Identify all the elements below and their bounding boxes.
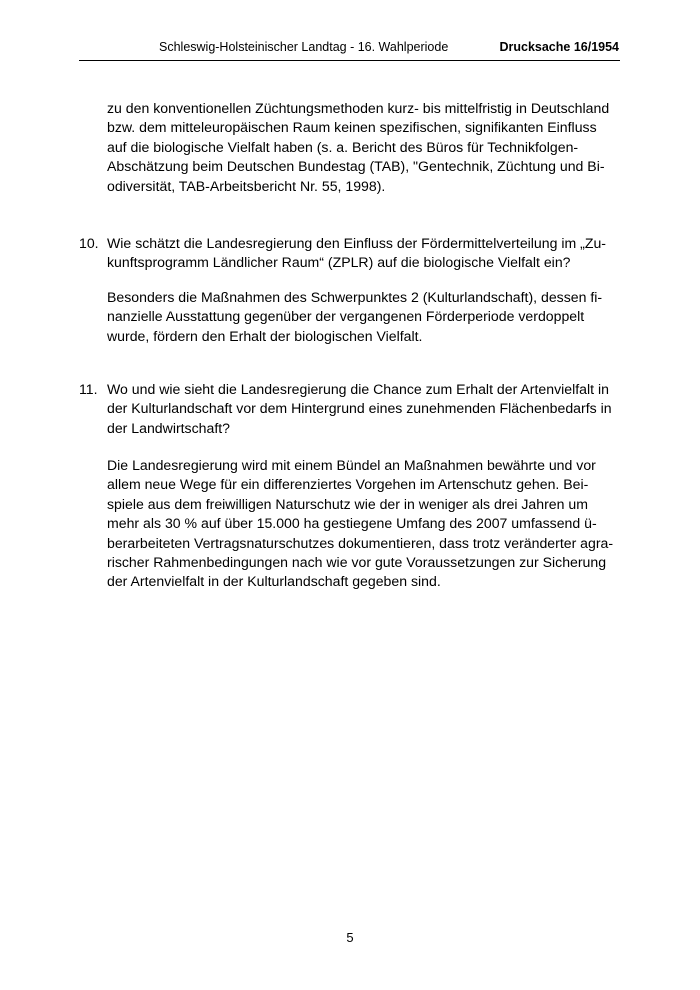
text-line: odiversität, TAB-Arbeitsbericht Nr. 55, 1998). <box>107 177 386 194</box>
text-line: mehr als 30 % auf über 15.000 ha gestiegene Umfang des 2007 umfassend ü- <box>107 515 597 532</box>
page-number: 5 <box>346 930 354 945</box>
text-line: nanzielle Ausstattung gegenüber der vergangenen Förderperiode verdoppelt <box>107 308 585 325</box>
text-line: wurde, fördern den Erhalt der biologischen Vielfalt. <box>107 327 423 344</box>
question-11-number: 11. <box>79 381 98 397</box>
text-line: Die Landesregierung wird mit einem Bündel an Maßnahmen bewährte und vor <box>107 457 596 473</box>
text-line: Besonders die Maßnahmen des Schwerpunktes 2 (Kulturlandschaft), dessen fi- <box>107 289 603 305</box>
text-line: der Landwirtschaft? <box>107 419 230 436</box>
header-rule <box>79 60 620 61</box>
page-header <box>79 40 620 60</box>
question-10-number: 10. <box>79 235 99 251</box>
text-line: Abschätzung beim Deutschen Bundestag (TAB), "Gentechnik, Züchtung und Bi- <box>107 158 605 175</box>
text-line: berarbeiteten Vertragsnaturschutzes dokumentieren, dass trotz veränderter agra- <box>107 534 614 551</box>
question-10-answer <box>107 288 623 346</box>
text-line: rischer Rahmenbedingungen nach wie vor gute Voraussetzungen zur Sicherung <box>107 554 607 571</box>
text-line: kunftsprogramm Ländlicher Raum“ (ZPLR) auf die biologische Vielfalt ein? <box>107 254 571 271</box>
text-line: Wie schätzt die Landesregierung den Einfluss der Fördermittelverteilung im „Zu- <box>107 235 606 251</box>
text-line: auf die biologische Vielfalt haben (s. a. Bericht des Büros für Technikfolgen- <box>107 138 579 155</box>
text-line: zu den konventionellen Züchtungsmethoden kurz- bis mittelfristig in Deutschland <box>107 100 610 116</box>
header-title: Schleswig-Holsteinischer Landtag - 16. Wahlperiode <box>159 40 449 54</box>
drucksache-number: Drucksache 16/1954 <box>499 40 619 54</box>
text-line: spiele aus dem freiwilligen Naturschutz wie der in weniger als drei Jahren um <box>107 495 588 512</box>
text-line: der Artenvielfalt in der Kulturlandschaft gegeben sind. <box>107 573 441 590</box>
question-11-answer <box>107 456 623 592</box>
text-line: der Kulturlandschaft vor dem Hintergrund eines zunehmenden Flächenbedarfs in <box>107 400 612 417</box>
text-line: bzw. dem mitteleuropäischen Raum keinen spezifischen, signifikanten Einfluss <box>107 119 597 136</box>
text-line: allem neue Wege für ein differenziertes Vorgehen im Artenschutz gehen. Bei- <box>107 476 589 493</box>
continuation-paragraph <box>107 99 623 196</box>
text-line: Wo und wie sieht die Landesregierung die Chance zum Erhalt der Artenvielfalt in <box>107 381 609 397</box>
question-11-text <box>107 380 623 438</box>
question-10-text <box>107 234 623 273</box>
